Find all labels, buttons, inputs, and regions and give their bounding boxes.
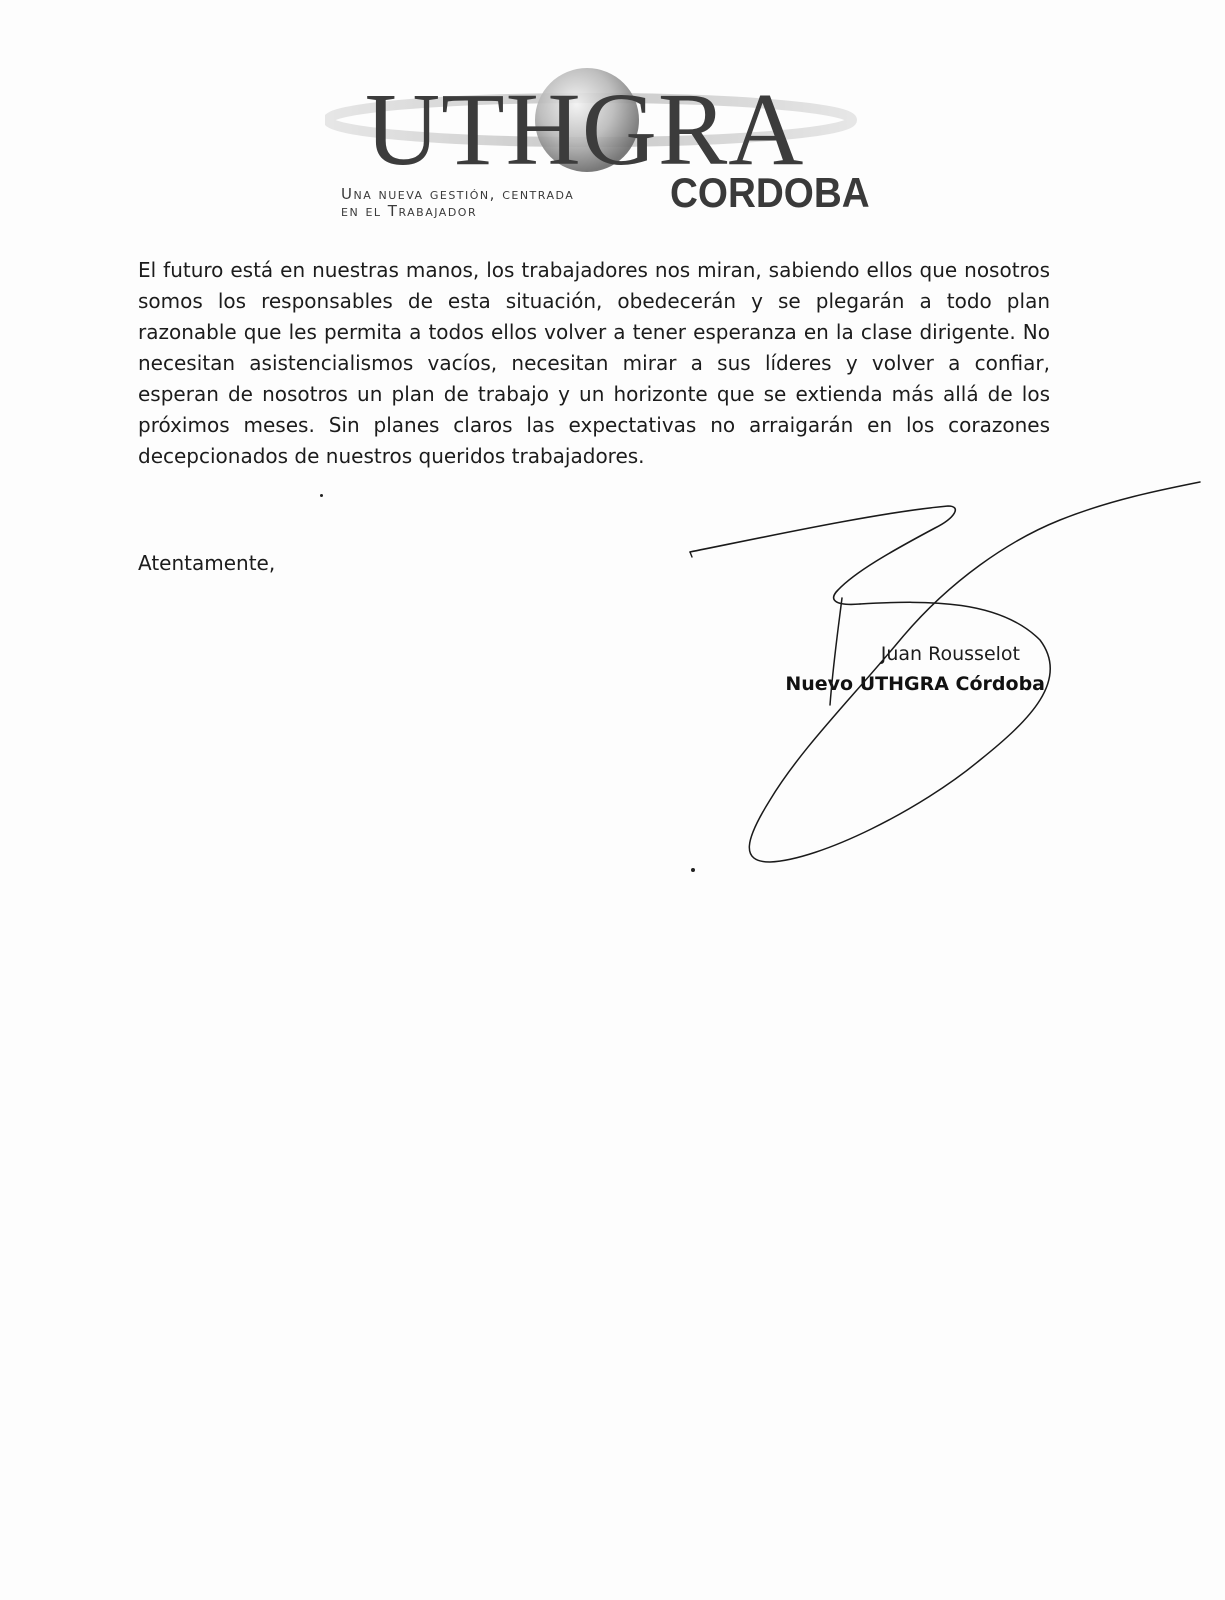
signature-stroke-top	[690, 506, 955, 604]
letter-body-paragraph: El futuro está en nuestras manos, los trabajadores nos miran, sabiendo ellos que nosotros somos los responsables de esta situación, obedecerán y se plegarán a todo plan razonable que les permita a todos ellos volver a tener esperanza en la clase dirigente. No necesitan asistencialismos vacíos, necesitan mirar a sus líderes y volver a confiar, esperan de nosotros un plan de trabajo y un horizonte que se extienda más allá de los próximos meses. Sin planes claros las expectativas no arraigarán en los corazones decepcionados de nuestros queridos trabajadores.	[138, 258, 1050, 468]
letter-closing: Atentamente,	[138, 551, 276, 575]
letterhead-city: CORDOBA	[670, 169, 870, 216]
signature-stroke-tail	[690, 552, 692, 557]
letterhead-tagline	[341, 186, 574, 220]
ink-speck	[691, 868, 695, 872]
signatory-name: Juan Rousselot	[880, 643, 1020, 665]
logo-wordmark: UTHGRA	[365, 72, 805, 187]
tagline-line-1: Una nueva gestión, centrada	[341, 185, 575, 203]
signatory-organization: Nuevo UTHGRA Córdoba	[785, 673, 1045, 695]
ink-speck	[320, 494, 323, 497]
tagline-line-2: en el Trabajador	[341, 202, 478, 220]
letterhead	[325, 60, 885, 230]
